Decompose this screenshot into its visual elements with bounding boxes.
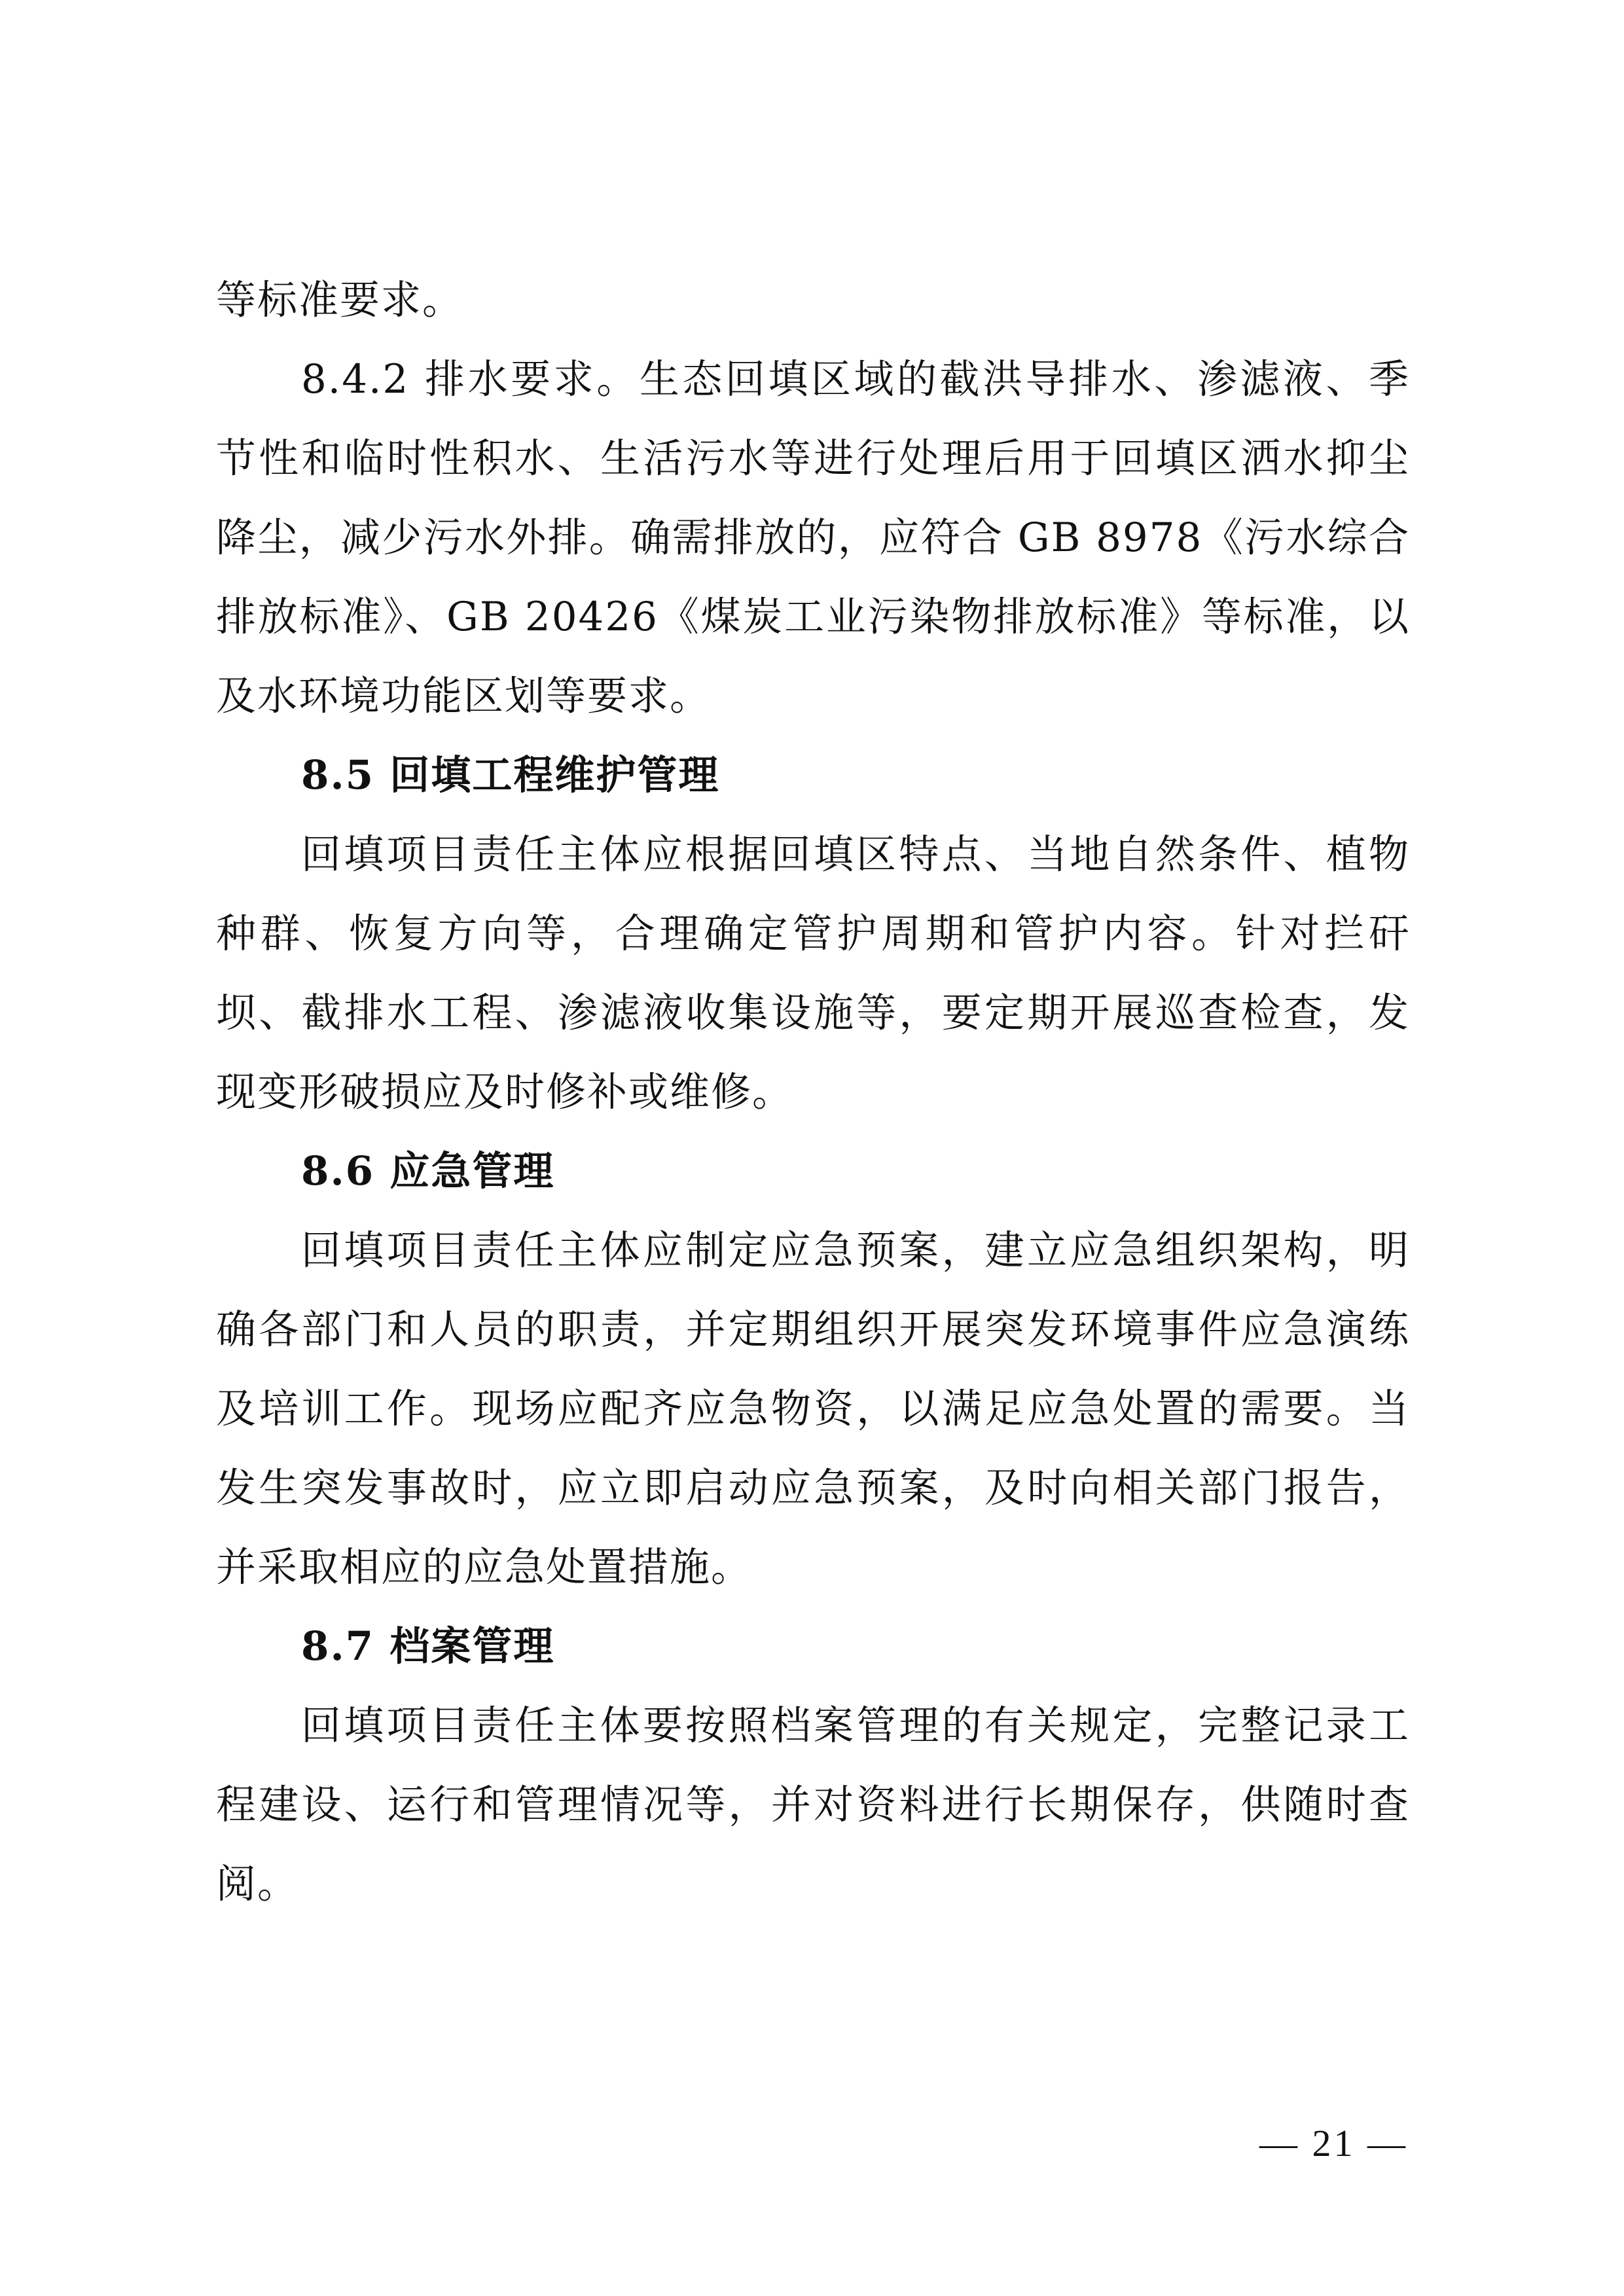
section-heading-8-6: 8.6 应急管理	[301, 1148, 555, 1194]
page-number: — 21 —	[1259, 2122, 1408, 2164]
section-heading-8-5: 8.5 回填工程维护管理	[301, 752, 720, 798]
paragraph-emergency-management: 回填项目责任主体应制定应急预案，建立应急组织架构，明确各部门和人员的职责，并定期组织开展突发环境事件应急演练及培训工作。现场应配齐应急物资，以满足应急处置的需要。当发生突发事故时，应立即启动应急预案，及时向相关部门报告，并采取相应的应急处置措施。	[216, 1227, 1410, 1590]
document-body	[216, 260, 1410, 1924]
paragraph-archive-management: 回填项目责任主体要按照档案管理的有关规定，完整记录工程建设、运行和管理情况等，并对资料进行长期保存，供随时查阅。	[216, 1702, 1410, 1907]
paragraph-continuation: 等标准要求。	[216, 277, 464, 323]
paragraph-drainage-requirements: 8.4.2 排水要求。生态回填区域的截洪导排水、渗滤液、季节性和临时性积水、生活污水等进行处理后用于回填区洒水抑尘降尘，减少污水外排。确需排放的，应符合 GB 8978《污水综合排放标准》、GB 20426《煤炭工业污染物排放标准》等标准，以及水环境功能区划等要求。	[216, 356, 1410, 719]
paragraph-maintenance-management: 回填项目责任主体应根据回填区特点、当地自然条件、植物种群、恢复方向等，合理确定管护周期和管护内容。针对拦矸坝、截排水工程、渗滤液收集设施等，要定期开展巡查检查，发现变形破损应及时修补或维修。	[216, 831, 1410, 1115]
section-heading-8-7: 8.7 档案管理	[301, 1623, 555, 1670]
